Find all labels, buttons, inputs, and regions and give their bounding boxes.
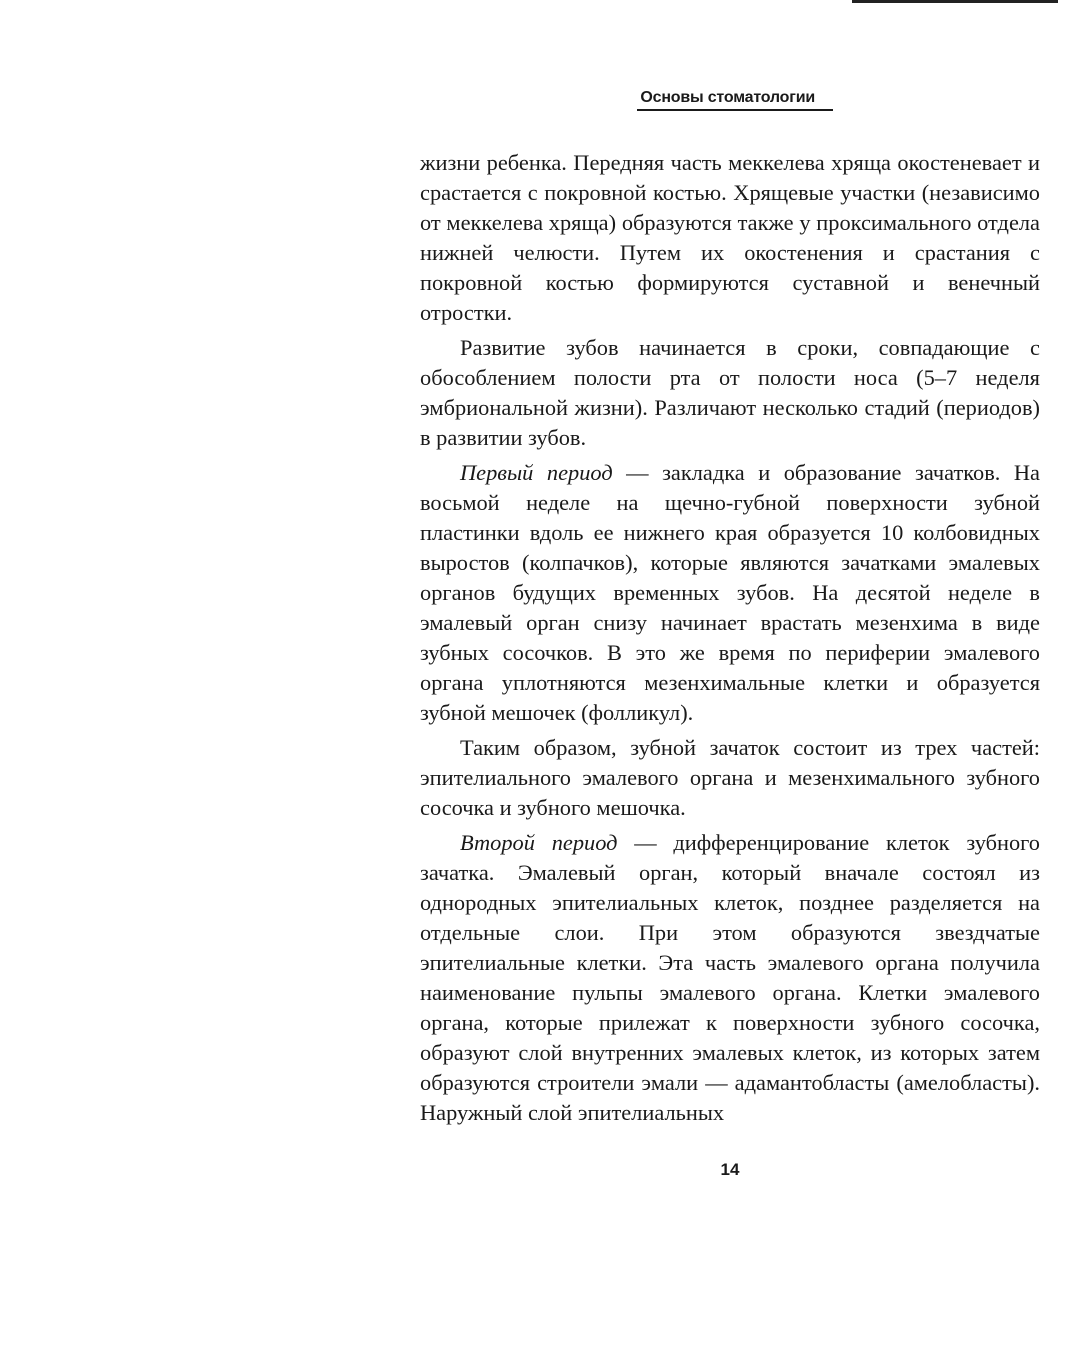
running-head [637,88,833,111]
running-head-underline [637,109,833,111]
paragraph-4 [420,733,1040,823]
paragraph-1 [420,148,1040,328]
paragraph-5-lead: Второй период [460,830,618,855]
paragraph-2 [420,333,1040,453]
paragraph-2-text: Развитие зубов начинается в сроки, совпадающие с обособлением полости рта от полости носа (5–7 неделя эмбриональной жизни). Различают несколько стадий (периодов) в развитии зубов. [420,335,1040,450]
top-edge-rule [852,0,1058,3]
paragraph-5-text: — дифференцирование клеток зубного зачатка. Эмалевый орган, который вначале состоял из однородных эпителиальных клеток, позднее разделяется на отдельные слои. При этом образуются звездчатые эпителиальные клетки. Эта часть эмалевого органа получила наименование пульпы эмалевого органа. Клетки эмалевого органа, которые прилежат к поверхности зубного сосочка, образуют слой внутренних эмалевых клеток, из которых затем образуются строители эмали — адамантобласты (амелобласты). Наружный слой эпителиальных [420,830,1041,1125]
paragraph-1-text: жизни ребенка. Передняя часть меккелева хряща окостеневает и срастается с покровной костью. Хрящевые участки (независимо от меккелева хряща) образуются также у проксимального отдела нижней челюсти. Путем их окостенения и срастания с покровной костью формируются суставной и венечный отростки. [420,150,1040,325]
paragraph-3-text: — закладка и образование зачатков. На восьмой неделе на щечно-губной поверхности зубной пластинки вдоль ее нижнего края образуется 10 колбовидных выростов (колпачков), которые являются зачатками эмалевых органов будущих временных зубов. На десятой неделе в эмалевый орган снизу начинает врастать мезенхима в виде зубных сосочков. В это же время по периферии эмалевого органа уплотняются мезенхимальные клетки и образуется зубной мешочек (фолликул). [420,460,1040,725]
page-number: 14 [720,1160,740,1179]
paragraph-3-lead: Первый период [460,460,613,485]
body-text [420,148,1040,1133]
paragraph-5 [420,828,1040,1128]
running-head-title: Основы стоматологии [640,89,815,106]
paragraph-4-text: Таким образом, зубной зачаток состоит из трех частей: эпителиального эмалевого органа и мезенхимального зубного сосочка и зубного мешочка. [420,735,1040,820]
paragraph-3 [420,458,1040,728]
